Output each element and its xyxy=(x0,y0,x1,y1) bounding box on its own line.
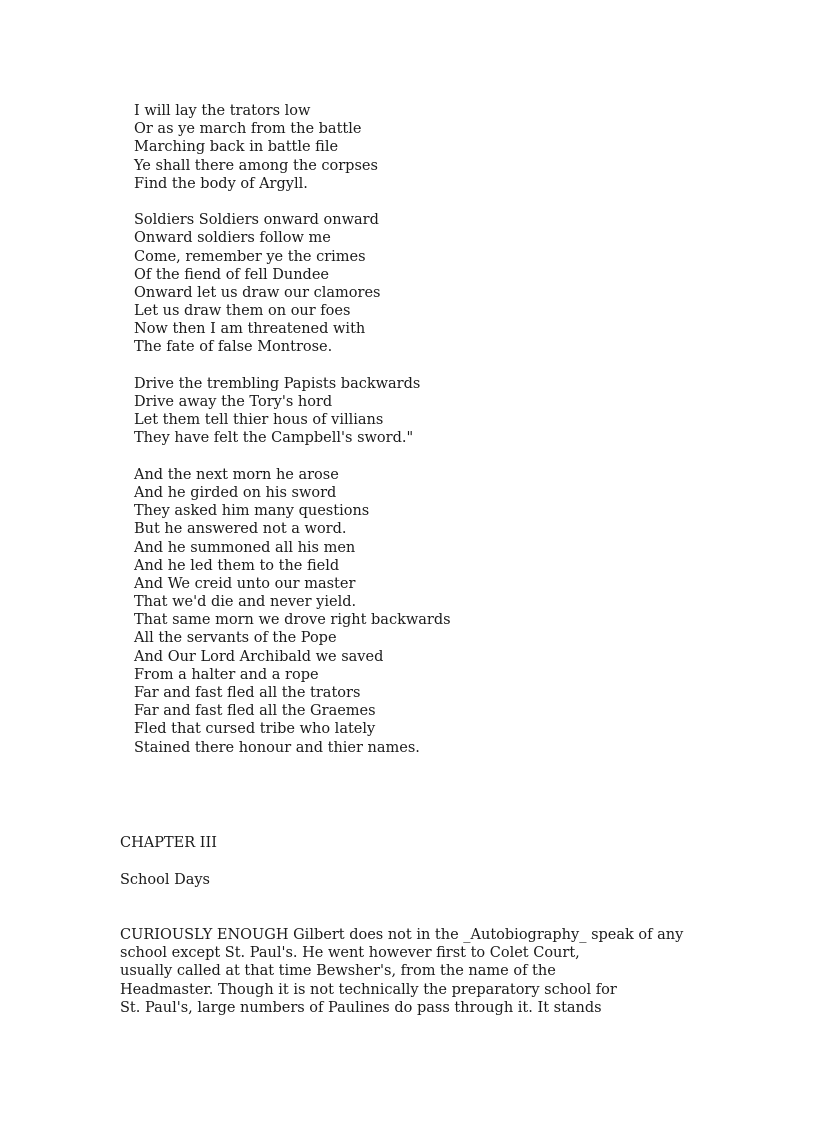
poem-line: Find the body of Argyll. xyxy=(134,175,308,192)
poem-line: Let us draw them on our foes xyxy=(134,303,351,320)
poem-line: Soldiers Soldiers onward onward xyxy=(134,212,379,229)
poem-line: I will lay the trators low xyxy=(134,103,311,119)
chapter-title: School Days xyxy=(120,872,211,888)
poem-line: And Our Lord Archibald we saved xyxy=(134,648,384,665)
poem-line: Of the fiend of fell Dundee xyxy=(134,266,329,283)
poem-line: They have felt the Campbell's sword." xyxy=(134,430,414,447)
poem-line: And We creid unto our master xyxy=(134,575,356,592)
poem-line: Marching back in battle file xyxy=(134,139,339,156)
poem-line: They asked him many questions xyxy=(134,503,370,520)
poem-line: Onward soldiers follow me xyxy=(134,230,331,247)
poem-line: And the next morn he arose xyxy=(134,466,339,483)
prose-line: CURIOUSLY ENOUGH Gilbert does not in the _Autobiography_ speak of any xyxy=(120,927,684,943)
poem-line: Far and fast fled all the Graemes xyxy=(134,703,376,720)
poem-line: That we'd die and never yield. xyxy=(134,594,357,611)
poem-line: Onward let us draw our clamores xyxy=(134,284,381,301)
poem-line: But he answered not a word. xyxy=(134,521,347,538)
poem-line: Now then I am threatened with xyxy=(134,321,366,338)
poem-stanza xyxy=(134,211,754,357)
poem-line: And he girded on his sword xyxy=(134,484,337,501)
poem-line: Drive away the Tory's hord xyxy=(134,394,333,410)
poem-line: From a halter and a rope xyxy=(134,666,319,683)
chapter-label: CHAPTER III xyxy=(120,835,217,851)
prose-line: St. Paul's, large numbers of Paulines do pass through it. It stands xyxy=(120,999,602,1016)
poem-line: Or as ye march from the battle xyxy=(134,121,362,138)
poem-line: Ye shall there among the corpses xyxy=(134,157,378,174)
poem xyxy=(134,102,754,775)
poem-line: That same morn we drove right backwards xyxy=(134,612,451,629)
poem-line: All the servants of the Pope xyxy=(134,630,337,647)
prose-line: Headmaster. Though it is not technically the preparatory school for xyxy=(120,981,617,998)
poem-line: Far and fast fled all the trators xyxy=(134,685,361,701)
poem-stanza xyxy=(134,375,754,448)
prose-line: school except St. Paul's. He went however first to Colet Court, xyxy=(120,945,580,962)
poem-line: Drive the trembling Papists backwards xyxy=(134,375,421,392)
poem-line: Let them tell thier hous of villians xyxy=(134,412,384,429)
poem-stanza xyxy=(134,466,754,757)
prose-line: usually called at that time Bewsher's, from the name of the xyxy=(120,963,556,980)
poem-line: And he led them to the field xyxy=(134,557,340,574)
poem-line: Stained there honour and thier names. xyxy=(134,739,420,756)
poem-line: And he summoned all his men xyxy=(134,539,356,556)
poem-stanza xyxy=(134,102,754,193)
prose-paragraph xyxy=(120,926,740,1017)
poem-line: Fled that cursed tribe who lately xyxy=(134,721,376,738)
poem-line: Come, remember ye the crimes xyxy=(134,248,366,265)
poem-line: The fate of false Montrose. xyxy=(134,339,333,356)
